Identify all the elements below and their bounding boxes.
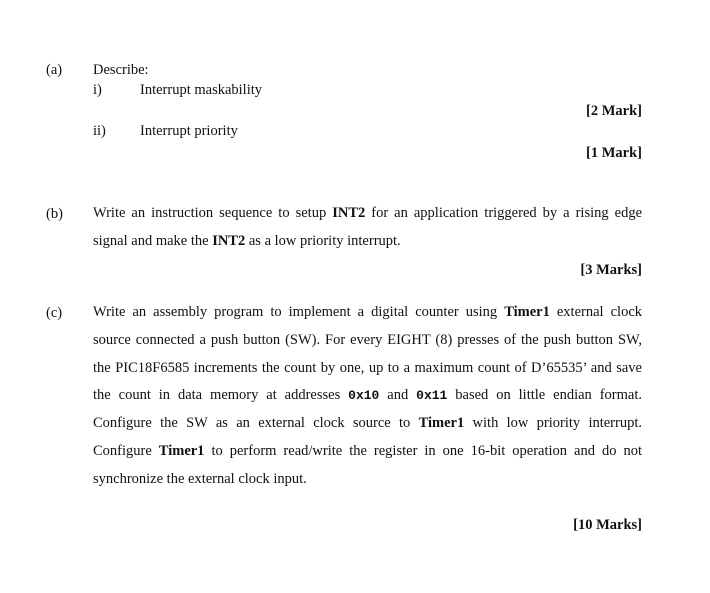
part-b-marks: [3 Marks]: [580, 262, 642, 278]
address-0x11: 0x11: [416, 388, 448, 404]
int2-keyword: INT2: [332, 205, 366, 221]
int2-keyword: INT2: [212, 232, 246, 249]
item-i-marks: [2 Mark]: [586, 103, 642, 119]
part-c-marks: [10 Marks]: [573, 517, 642, 533]
timer1-keyword: Timer1: [418, 415, 465, 432]
item-i-number: i): [93, 82, 102, 98]
part-b-label: (b): [46, 206, 63, 222]
timer1-keyword: Timer1: [158, 442, 205, 459]
part-c-question: Write an assembly program to implement a digital counter using Timer1 external clock source connected a push button (SW). For every EIGHT (8) presses of the push button SW, the PIC18F6585 increments the count by one, up to a maximum count of D’65535’ and save the count in data memory at addresses 0x10 and 0x11 based on little endian format. Configure the SW as an external clock source to Timer1 with low priority interrupt. Configure Timer1 to perform read/write the register in one 16-bit operation and do not synchronize the external clock input.: [93, 304, 642, 487]
item-ii-text: Interrupt priority: [140, 123, 238, 139]
item-ii-marks: [1 Mark]: [586, 145, 642, 161]
part-c-label: (c): [46, 305, 63, 321]
address-0x10: 0x10: [348, 388, 380, 404]
part-a-label: (a): [46, 62, 63, 78]
item-ii-number: ii): [93, 123, 106, 139]
part-b-question: Write an instruction sequence to setup INT2 for an application triggered by a rising edge signal and make the INT2 as a low priority interrupt.: [93, 205, 642, 249]
timer1-keyword: Timer1: [504, 304, 550, 320]
item-i-text: Interrupt maskability: [140, 82, 263, 98]
part-a-intro: Describe:: [93, 62, 149, 78]
